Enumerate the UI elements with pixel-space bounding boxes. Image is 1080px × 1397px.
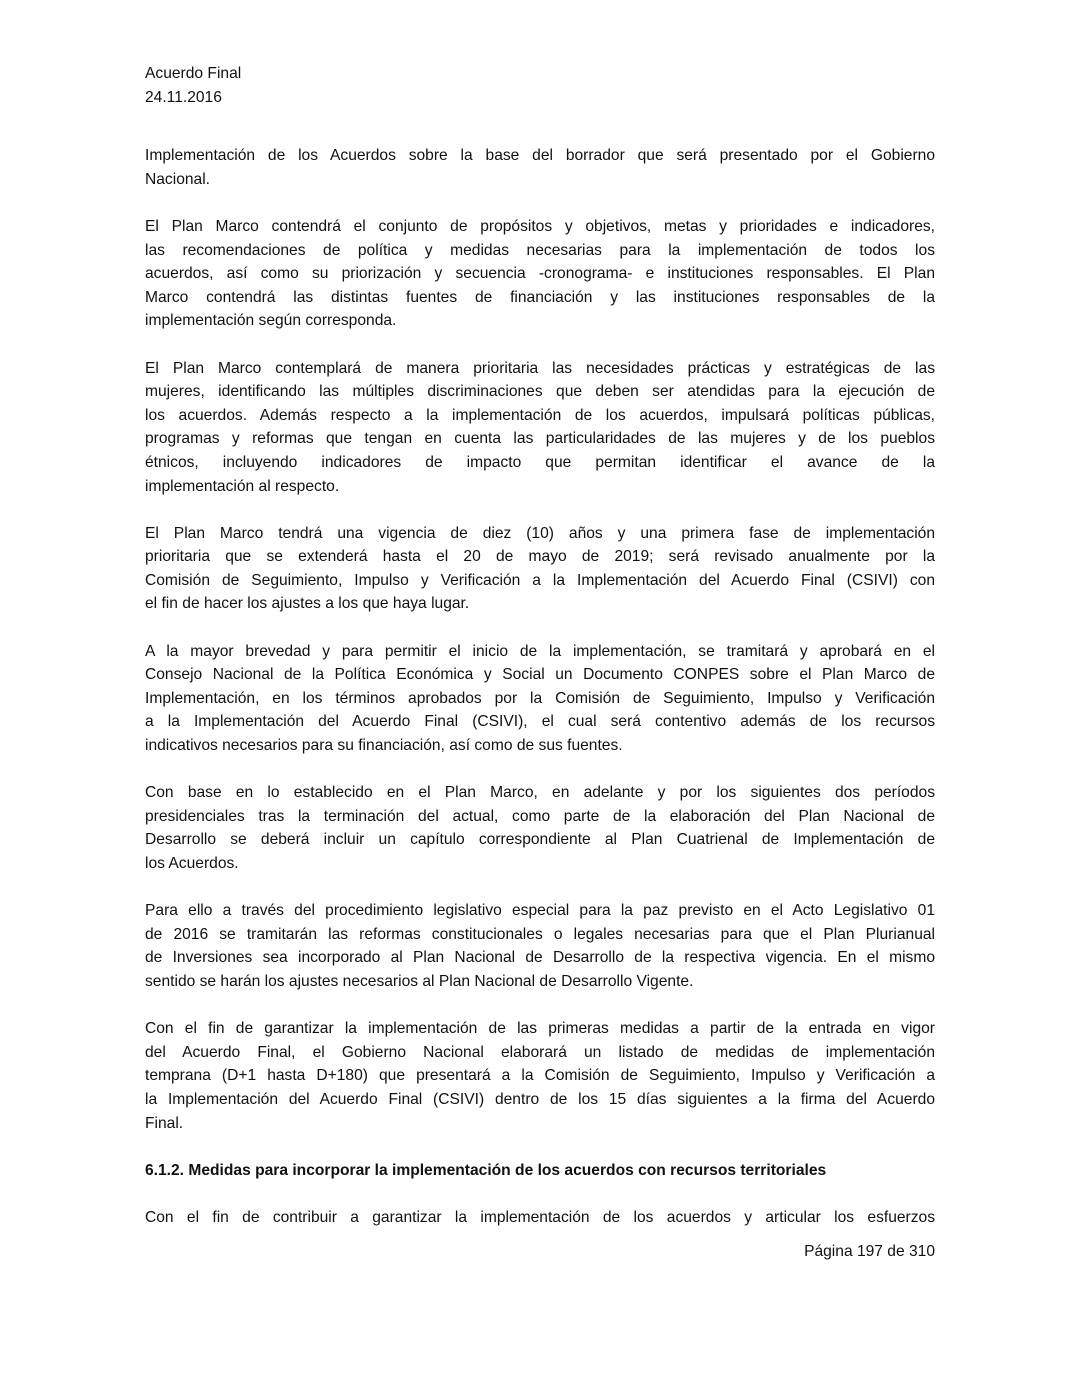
- text-line: Implementación, en los términos aprobados por la Comisión de Seguimiento, Impulso y Verificación: [145, 689, 935, 707]
- paragraph: [145, 522, 935, 616]
- text-line: Consejo Nacional de la Política Económica y Social un Documento CONPES sobre el Plan Marco de: [145, 666, 935, 684]
- section-heading: 6.1.2. Medidas para incorporar la implementación de los acuerdos con recursos territoriales: [145, 1161, 827, 1179]
- text-line: implementación según corresponda.: [145, 312, 397, 330]
- text-line: acuerdos, así como su priorización y secuencia -cronograma- e instituciones responsables. El Plan: [145, 265, 935, 283]
- text-line: programas y reformas que tengan en cuenta las particularidades de las mujeres y de los pueblos: [145, 430, 935, 448]
- text-line: de 2016 se tramitarán las reformas constitucionales o legales necesarias para que el Plan Plurianual: [145, 925, 935, 943]
- text-line: Implementación de los Acuerdos sobre la base del borrador que será presentado por el Gobierno: [145, 147, 935, 165]
- paragraph: [145, 357, 935, 499]
- paragraph: [145, 640, 935, 758]
- document-page: [145, 62, 935, 1263]
- text-line: los Acuerdos.: [145, 855, 239, 872]
- text-line: a la Implementación del Acuerdo Final (CSIVI), el cual será contentivo además de los recursos: [145, 713, 935, 731]
- text-line: Marco contendrá las distintas fuentes de financiación y las instituciones responsables de la: [145, 288, 935, 306]
- text-line: El Plan Marco contemplará de manera prioritaria las necesidades prácticas y estratégicas de las: [145, 359, 935, 377]
- text-line: Con el fin de garantizar la implementación de las primeras medidas a partir de la entrada en vigor: [145, 1020, 935, 1038]
- text-line: Desarrollo se deberá incluir un capítulo correspondiente al Plan Cuatrienal de Implementación de: [145, 831, 935, 849]
- text-line: sentido se harán los ajustes necesarios al Plan Nacional de Desarrollo Vigente.: [145, 972, 694, 990]
- header-title: Acuerdo Final: [145, 65, 242, 82]
- paragraph: [145, 781, 935, 875]
- text-line: Con el fin de contribuir a garantizar la implementación de los acuerdos y articular los esfuerzos: [145, 1208, 935, 1226]
- text-line: Comisión de Seguimiento, Impulso y Verificación a la Implementación del Acuerdo Final (CSIVI) con: [145, 571, 935, 589]
- text-line: mujeres, identificando las múltiples discriminaciones que deben ser atendidas para la ejecución de: [145, 383, 935, 401]
- text-line: Final.: [145, 1114, 184, 1132]
- text-line: del Acuerdo Final, el Gobierno Nacional elaborará un listado de medidas de implementación: [145, 1043, 935, 1061]
- text-line: implementación al respecto.: [145, 477, 340, 495]
- text-line: Para ello a través del procedimiento legislativo especial para la paz previsto en el Acto Legislativo 01: [145, 902, 935, 920]
- header-date: 24.11.2016: [145, 88, 222, 106]
- text-line: los acuerdos. Además respecto a la implementación de los acuerdos, impulsará políticas públicas,: [145, 406, 935, 424]
- text-line: El Plan Marco contendrá el conjunto de propósitos y objetivos, metas y prioridades e indicadores,: [145, 217, 935, 235]
- page-header: [145, 62, 935, 109]
- text-line: A la mayor brevedad y para permitir el inicio de la implementación, se tramitará y aprobará en el: [145, 642, 935, 660]
- text-line: temprana (D+1 hasta D+180) que presentará a la Comisión de Seguimiento, Impulso y Verificación a: [145, 1067, 935, 1085]
- paragraph: [145, 1017, 935, 1135]
- text-line: las recomendaciones de política y medidas necesarias para la implementación de todos los: [145, 241, 935, 259]
- paragraph: [145, 899, 935, 993]
- body-text: [145, 144, 935, 1135]
- text-line: presidenciales tras la terminación del actual, como parte de la elaboración del Plan Nacional de: [145, 807, 935, 825]
- paragraph: [145, 144, 935, 191]
- text-line: de Inversiones sea incorporado al Plan Nacional de Desarrollo de la respectiva vigencia. En el mismo: [145, 949, 935, 967]
- text-line: prioritaria que se extenderá hasta el 20 de mayo de 2019; será revisado anualmente por la: [145, 548, 935, 566]
- paragraph: [145, 215, 935, 333]
- text-line: El Plan Marco tendrá una vigencia de diez (10) años y una primera fase de implementación: [145, 524, 935, 542]
- text-line: indicativos necesarios para su financiación, así como de sus fuentes.: [145, 737, 623, 755]
- text-line: la Implementación del Acuerdo Final (CSIVI) dentro de los 15 días siguientes a la firma del Acuerdo: [145, 1090, 935, 1108]
- page-number: Página 197 de 310: [804, 1242, 935, 1260]
- text-line: Nacional.: [145, 170, 211, 188]
- text-line: Con base en lo establecido en el Plan Marco, en adelante y por los siguientes dos períodos: [145, 784, 935, 802]
- continued-paragraph: [145, 1206, 935, 1230]
- text-line: el fin de hacer los ajustes a los que haya lugar.: [145, 595, 470, 613]
- text-line: étnicos, incluyendo indicadores de impacto que permitan identificar el avance de la: [145, 453, 935, 471]
